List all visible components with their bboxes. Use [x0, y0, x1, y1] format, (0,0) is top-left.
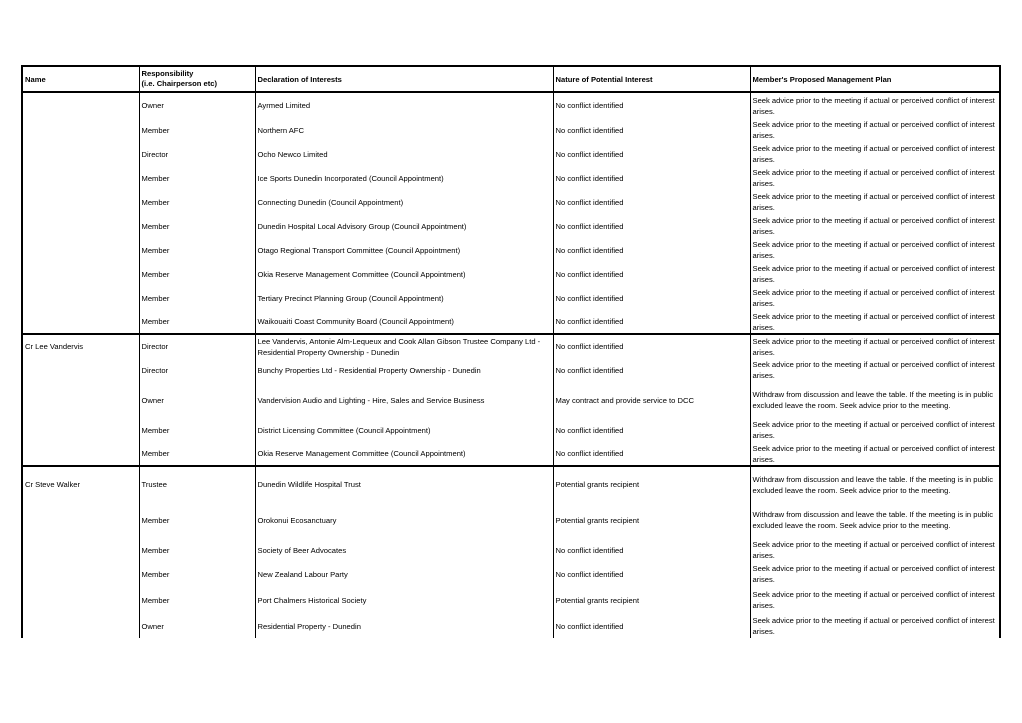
cell-responsibility: Member	[139, 118, 255, 142]
cell-management-plan: Seek advice prior to the meeting if actual or perceived conflict of interest arises.	[750, 286, 1000, 310]
cell-name	[22, 166, 139, 190]
table-row	[22, 310, 1000, 334]
cell-management-plan: Seek advice prior to the meeting if actual or perceived conflict of interest arises.	[750, 562, 1000, 586]
table-row	[22, 502, 1000, 538]
cell-name	[22, 502, 139, 538]
cell-nature: Potential grants recipient	[553, 586, 750, 614]
cell-name	[22, 118, 139, 142]
cell-nature: No conflict identified	[553, 538, 750, 562]
cell-nature: No conflict identified	[553, 118, 750, 142]
header-management-plan: Member's Proposed Management Plan	[750, 66, 1000, 92]
cell-declaration: New Zealand Labour Party	[255, 562, 553, 586]
cell-name	[22, 586, 139, 614]
table-row	[22, 562, 1000, 586]
cell-responsibility: Director	[139, 358, 255, 382]
cell-declaration: Otago Regional Transport Committee (Council Appointment)	[255, 238, 553, 262]
cell-declaration: Tertiary Precinct Planning Group (Council Appointment)	[255, 286, 553, 310]
cell-responsibility: Member	[139, 238, 255, 262]
cell-responsibility: Member	[139, 214, 255, 238]
cell-management-plan: Seek advice prior to the meeting if actual or perceived conflict of interest arises.	[750, 238, 1000, 262]
cell-name: Cr Lee Vandervis	[22, 334, 139, 358]
cell-declaration: Ayrmed Limited	[255, 92, 553, 118]
cell-declaration: Ocho Newco Limited	[255, 142, 553, 166]
cell-management-plan: Seek advice prior to the meeting if actual or perceived conflict of interest arises.	[750, 334, 1000, 358]
cell-nature: No conflict identified	[553, 562, 750, 586]
cell-responsibility: Member	[139, 538, 255, 562]
cell-management-plan: Seek advice prior to the meeting if actual or perceived conflict of interest arises.	[750, 586, 1000, 614]
cell-name	[22, 562, 139, 586]
cell-nature: May contract and provide service to DCC	[553, 382, 750, 418]
table-row	[22, 334, 1000, 358]
cell-name	[22, 238, 139, 262]
cell-responsibility: Member	[139, 310, 255, 334]
table-row	[22, 92, 1000, 118]
cell-name	[22, 614, 139, 638]
cell-management-plan: Seek advice prior to the meeting if actual or perceived conflict of interest arises.	[750, 262, 1000, 286]
cell-management-plan: Seek advice prior to the meeting if actual or perceived conflict of interest arises.	[750, 614, 1000, 638]
cell-declaration: Okia Reserve Management Committee (Council Appointment)	[255, 262, 553, 286]
cell-management-plan: Withdraw from discussion and leave the table. If the meeting is in public excluded leave the room. Seek advice prior to the meeting.	[750, 502, 1000, 538]
cell-declaration: Dunedin Hospital Local Advisory Group (Council Appointment)	[255, 214, 553, 238]
cell-nature: Potential grants recipient	[553, 466, 750, 502]
cell-responsibility: Owner	[139, 614, 255, 638]
table-row	[22, 238, 1000, 262]
table-row	[22, 166, 1000, 190]
header-name: Name	[22, 66, 139, 92]
table-row	[22, 586, 1000, 614]
table-row	[22, 466, 1000, 502]
cell-nature: No conflict identified	[553, 262, 750, 286]
cell-responsibility: Owner	[139, 382, 255, 418]
header-responsibility: Responsibility (i.e. Chairperson etc)	[139, 66, 255, 92]
cell-responsibility: Member	[139, 442, 255, 466]
cell-nature: No conflict identified	[553, 442, 750, 466]
cell-management-plan: Seek advice prior to the meeting if actual or perceived conflict of interest arises.	[750, 190, 1000, 214]
cell-name	[22, 358, 139, 382]
cell-nature: No conflict identified	[553, 614, 750, 638]
cell-name	[22, 214, 139, 238]
table-row	[22, 538, 1000, 562]
cell-responsibility: Member	[139, 262, 255, 286]
cell-declaration: Residential Property - Dunedin	[255, 614, 553, 638]
cell-nature: No conflict identified	[553, 418, 750, 442]
table-row	[22, 358, 1000, 382]
cell-declaration: Dunedin Wildlife Hospital Trust	[255, 466, 553, 502]
cell-management-plan: Withdraw from discussion and leave the table. If the meeting is in public excluded leave the room. Seek advice prior to the meeting.	[750, 466, 1000, 502]
table-row	[22, 382, 1000, 418]
cell-nature: No conflict identified	[553, 166, 750, 190]
cell-management-plan: Seek advice prior to the meeting if actual or perceived conflict of interest arises.	[750, 538, 1000, 562]
cell-nature: No conflict identified	[553, 238, 750, 262]
cell-management-plan: Seek advice prior to the meeting if actual or perceived conflict of interest arises.	[750, 92, 1000, 118]
cell-nature: No conflict identified	[553, 334, 750, 358]
cell-management-plan: Seek advice prior to the meeting if actual or perceived conflict of interest arises.	[750, 214, 1000, 238]
header-nature: Nature of Potential Interest	[553, 66, 750, 92]
table-row	[22, 118, 1000, 142]
cell-nature: Potential grants recipient	[553, 502, 750, 538]
cell-name	[22, 382, 139, 418]
cell-nature: No conflict identified	[553, 142, 750, 166]
cell-responsibility: Member	[139, 166, 255, 190]
cell-nature: No conflict identified	[553, 214, 750, 238]
cell-responsibility: Director	[139, 334, 255, 358]
cell-declaration: Connecting Dunedin (Council Appointment)	[255, 190, 553, 214]
interests-register-table	[21, 65, 1001, 638]
cell-declaration: Port Chalmers Historical Society	[255, 586, 553, 614]
cell-name	[22, 92, 139, 118]
cell-declaration: Okia Reserve Management Committee (Council Appointment)	[255, 442, 553, 466]
table-row	[22, 442, 1000, 466]
table-row	[22, 286, 1000, 310]
cell-nature: No conflict identified	[553, 92, 750, 118]
cell-responsibility: Member	[139, 502, 255, 538]
header-row	[22, 66, 1000, 92]
cell-name	[22, 142, 139, 166]
cell-declaration: Vandervision Audio and Lighting - Hire, Sales and Service Business	[255, 382, 553, 418]
cell-nature: No conflict identified	[553, 358, 750, 382]
cell-declaration: Northern AFC	[255, 118, 553, 142]
cell-declaration: Bunchy Properties Ltd - Residential Property Ownership - Dunedin	[255, 358, 553, 382]
cell-name: Cr Steve Walker	[22, 466, 139, 502]
cell-responsibility: Member	[139, 562, 255, 586]
cell-responsibility: Member	[139, 190, 255, 214]
cell-name	[22, 190, 139, 214]
cell-declaration: Society of Beer Advocates	[255, 538, 553, 562]
cell-declaration: Ice Sports Dunedin Incorporated (Council Appointment)	[255, 166, 553, 190]
table-row	[22, 614, 1000, 638]
header-declaration: Declaration of Interests	[255, 66, 553, 92]
table-row	[22, 262, 1000, 286]
cell-name	[22, 262, 139, 286]
cell-management-plan: Seek advice prior to the meeting if actual or perceived conflict of interest arises.	[750, 358, 1000, 382]
table-row	[22, 214, 1000, 238]
cell-responsibility: Director	[139, 142, 255, 166]
cell-management-plan: Seek advice prior to the meeting if actual or perceived conflict of interest arises.	[750, 418, 1000, 442]
cell-responsibility: Member	[139, 286, 255, 310]
cell-management-plan: Seek advice prior to the meeting if actual or perceived conflict of interest arises.	[750, 118, 1000, 142]
cell-declaration: Lee Vandervis, Antonie Alm-Lequeux and Cook Allan Gibson Trustee Company Ltd - Residential Property Ownership - Dunedin	[255, 334, 553, 358]
cell-nature: No conflict identified	[553, 286, 750, 310]
cell-responsibility: Trustee	[139, 466, 255, 502]
cell-responsibility: Member	[139, 586, 255, 614]
cell-declaration: District Licensing Committee (Council Appointment)	[255, 418, 553, 442]
cell-name	[22, 538, 139, 562]
cell-management-plan: Seek advice prior to the meeting if actual or perceived conflict of interest arises.	[750, 166, 1000, 190]
cell-name	[22, 310, 139, 334]
cell-management-plan: Seek advice prior to the meeting if actual or perceived conflict of interest arises.	[750, 442, 1000, 466]
cell-name	[22, 418, 139, 442]
table-row	[22, 142, 1000, 166]
cell-responsibility: Member	[139, 418, 255, 442]
table-row	[22, 190, 1000, 214]
cell-management-plan: Seek advice prior to the meeting if actual or perceived conflict of interest arises.	[750, 310, 1000, 334]
cell-name	[22, 286, 139, 310]
cell-management-plan: Seek advice prior to the meeting if actual or perceived conflict of interest arises.	[750, 142, 1000, 166]
cell-management-plan: Withdraw from discussion and leave the table. If the meeting is in public excluded leave the room. Seek advice prior to the meeting.	[750, 382, 1000, 418]
cell-name	[22, 442, 139, 466]
cell-declaration: Orokonui Ecosanctuary	[255, 502, 553, 538]
table-row	[22, 418, 1000, 442]
cell-nature: No conflict identified	[553, 310, 750, 334]
cell-responsibility: Owner	[139, 92, 255, 118]
cell-nature: No conflict identified	[553, 190, 750, 214]
cell-declaration: Waikouaiti Coast Community Board (Council Appointment)	[255, 310, 553, 334]
